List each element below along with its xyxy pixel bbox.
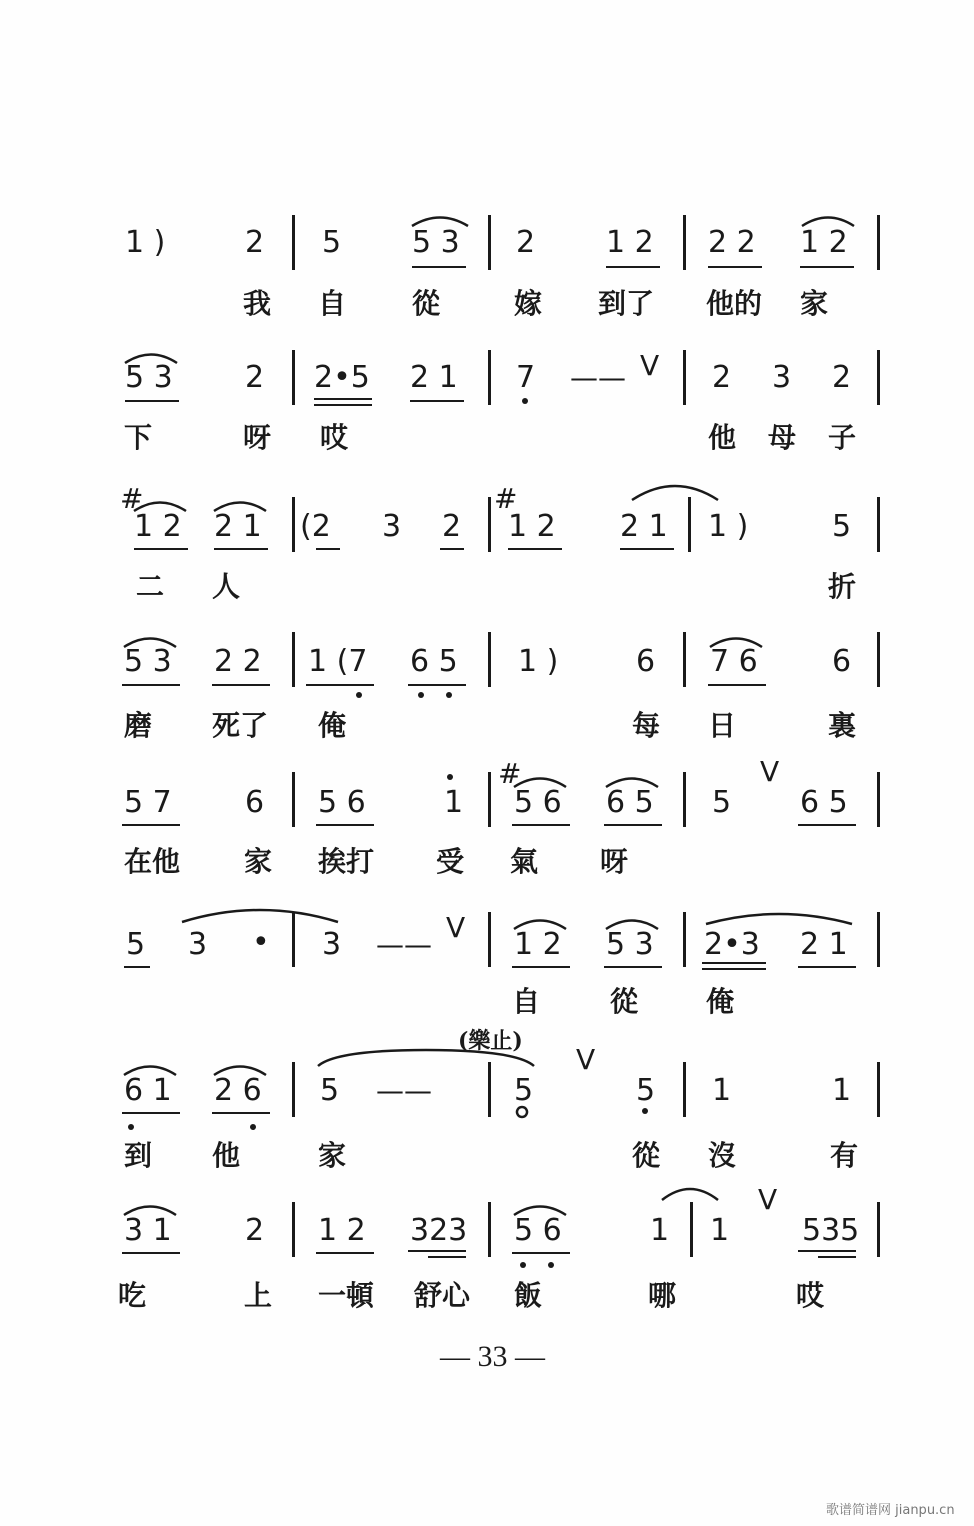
slur-arc [708, 634, 764, 648]
sharp-sign: # [494, 482, 518, 515]
lyric: 我 [243, 287, 272, 320]
slur-arc [410, 213, 470, 227]
note: 2 1 [410, 360, 458, 395]
barline [877, 912, 880, 967]
beam-underline [306, 684, 374, 686]
barline [688, 497, 691, 552]
tie-arc [180, 904, 340, 924]
slur-arc [122, 634, 178, 648]
beam-underline [512, 966, 570, 968]
note: 6 [832, 644, 852, 679]
note: 5 3 [412, 225, 460, 260]
note: 3 [772, 360, 792, 395]
barline [683, 632, 686, 687]
note: 2 [245, 360, 265, 395]
note: 2 [245, 1213, 265, 1248]
beam-underline [512, 1252, 570, 1254]
note: 1 [712, 1073, 732, 1108]
note: 6 1 [124, 1073, 172, 1108]
octave-dot-low [548, 1262, 554, 1268]
lyric: 沒 [708, 1139, 737, 1172]
beam-underline [122, 1252, 180, 1254]
note: 1 [650, 1213, 670, 1248]
lyric: 子 [828, 421, 857, 454]
beam-underline [512, 824, 570, 826]
note: 2 1 [800, 927, 848, 962]
lyric: 哪 [648, 1279, 677, 1312]
beam-underline [122, 1112, 180, 1114]
lyric: 呀 [600, 845, 629, 878]
barline [877, 1062, 880, 1117]
lyric: 家 [800, 287, 829, 320]
lyric: 磨 [124, 709, 153, 742]
beam-underline [428, 1256, 466, 1258]
note: 5 6 [514, 785, 562, 820]
lyric: 從 [632, 1139, 661, 1172]
octave-dot-low [128, 1124, 134, 1130]
note: 5 [636, 1073, 656, 1108]
octave-dot-low [250, 1124, 256, 1130]
octave-dot-low [520, 1262, 526, 1268]
lyric: 折 [828, 570, 857, 603]
lyric: 每 [632, 709, 661, 742]
barline [292, 1062, 295, 1117]
octave-dot-high [447, 774, 453, 780]
tie-arc [316, 1048, 536, 1068]
lyric: 從 [610, 985, 639, 1018]
beam-underline [798, 1250, 856, 1252]
barline [488, 912, 491, 967]
slur-arc [212, 498, 268, 512]
lyric: 家 [318, 1139, 347, 1172]
note: 2 2 [708, 225, 756, 260]
note: 5 [126, 927, 146, 962]
note: 1 2 [514, 927, 562, 962]
barline [877, 1202, 880, 1257]
lyric: 母 [768, 421, 797, 454]
note: 5 6 [318, 785, 366, 820]
note: (2 [300, 509, 331, 544]
beam-underline [134, 548, 188, 550]
barline [292, 632, 295, 687]
beam-underline [122, 824, 180, 826]
lyric: 飯 [514, 1279, 543, 1312]
lyric: 自 [318, 287, 347, 320]
note: 2 6 [214, 1073, 262, 1108]
lyric: 吃 [118, 1279, 147, 1312]
lyric: 日 [708, 709, 737, 742]
note: 2 1 [214, 509, 262, 544]
dash: —— [570, 361, 626, 394]
lyric: 一頓 [318, 1279, 375, 1312]
note: 1 ) [125, 225, 166, 260]
barline [292, 350, 295, 405]
slur-arc [132, 498, 188, 512]
beam-underline [798, 966, 856, 968]
note: 3 [322, 927, 342, 962]
note: 5 [514, 1073, 534, 1108]
note: 1 [710, 1213, 730, 1248]
breath-mark: V [446, 911, 466, 944]
slur-arc [800, 213, 856, 227]
note: 1 ) [708, 509, 749, 544]
breath-mark: V [760, 755, 780, 788]
octave-dot-low [642, 1108, 648, 1114]
note: 2 [245, 225, 265, 260]
augmentation-dot: • [252, 925, 270, 960]
lyric: 呀 [243, 421, 272, 454]
lyric: 挨打 [318, 845, 375, 878]
lyric: 到 [124, 1139, 153, 1172]
barline [877, 632, 880, 687]
beam-underline [316, 548, 340, 550]
slur-arc [604, 916, 660, 930]
beam-underline [314, 404, 372, 406]
slur-arc [704, 910, 854, 926]
note: 2•5 [314, 360, 370, 395]
beam-underline [606, 266, 660, 268]
note: 2 [832, 360, 852, 395]
tie-arc [630, 480, 720, 502]
sharp-sign: # [120, 482, 144, 515]
lyric: 俺 [706, 985, 735, 1018]
note: 6 [636, 644, 656, 679]
barline [488, 1202, 491, 1257]
barline [488, 350, 491, 405]
note: 1 2 [800, 225, 848, 260]
lyric: 上 [244, 1279, 273, 1312]
beam-underline [410, 400, 464, 402]
watermark: 歌谱简谱网 jianpu.cn [826, 1503, 955, 1518]
octave-dot-low [418, 692, 424, 698]
barline [877, 215, 880, 270]
lyric: 氣 [510, 845, 539, 878]
note: 6 5 [410, 644, 458, 679]
slur-arc [123, 350, 179, 364]
beam-underline [212, 1112, 270, 1114]
note: 1 2 [318, 1213, 366, 1248]
note: 3 1 [124, 1213, 172, 1248]
barline [488, 632, 491, 687]
barline [292, 1202, 295, 1257]
note: 6 5 [606, 785, 654, 820]
beam-underline [818, 1256, 856, 1258]
lyric: 俺 [318, 709, 347, 742]
beam-underline [508, 548, 562, 550]
barline [292, 912, 295, 967]
beam-underline [798, 824, 856, 826]
note: 2 [516, 225, 536, 260]
note: 1 (7 [308, 644, 368, 679]
lyric: 嫁 [514, 287, 543, 320]
note: 2 [442, 509, 462, 544]
octave-dot-low [356, 692, 362, 698]
slur-arc [512, 774, 568, 788]
note: 1 [444, 785, 464, 820]
note: 5 [320, 1073, 340, 1108]
note: 5 7 [124, 785, 172, 820]
lyric: 人 [212, 570, 241, 603]
lyric: 哎 [320, 421, 349, 454]
note: 3 [382, 509, 402, 544]
note: 7 [516, 360, 536, 395]
note: 5 [712, 785, 732, 820]
note: 2 2 [214, 644, 262, 679]
note: 5 6 [514, 1213, 562, 1248]
note: 5 3 [606, 927, 654, 962]
lyric: 從 [412, 287, 441, 320]
slur-arc [122, 1202, 178, 1216]
note: 323 [410, 1213, 468, 1248]
beam-underline [124, 966, 150, 968]
dash: —— [376, 928, 432, 961]
note: 535 [802, 1213, 860, 1248]
barline [690, 1202, 693, 1257]
barline [488, 215, 491, 270]
barline [683, 772, 686, 827]
barline [488, 772, 491, 827]
dash: —— [376, 1074, 432, 1107]
fermata-circle [516, 1106, 528, 1118]
beam-underline [408, 1250, 466, 1252]
lyric: 他 [212, 1139, 241, 1172]
barline [877, 772, 880, 827]
beam-underline [708, 266, 762, 268]
lyric: 到了 [598, 287, 655, 320]
note: 5 3 [125, 360, 173, 395]
beam-underline [125, 400, 179, 402]
beam-underline [122, 684, 180, 686]
breath-mark: V [576, 1043, 596, 1076]
breath-mark: V [640, 349, 660, 382]
note: 1 [832, 1073, 852, 1108]
note: 6 [245, 785, 265, 820]
beam-underline [708, 684, 766, 686]
sharp-sign: # [498, 757, 522, 790]
beam-underline [314, 398, 372, 400]
note: 5 3 [124, 644, 172, 679]
lyric: 受 [436, 845, 465, 878]
slur-arc [604, 774, 660, 788]
beam-underline [214, 548, 268, 550]
barline [488, 1062, 491, 1117]
slur-arc [512, 916, 568, 930]
slur-arc [122, 1062, 178, 1076]
beam-underline [604, 966, 662, 968]
lyric: 舒心 [414, 1279, 471, 1312]
barline [683, 215, 686, 270]
lyric: 有 [830, 1139, 859, 1172]
lyric: 自 [512, 985, 541, 1018]
octave-dot-low [446, 692, 452, 698]
barline [292, 497, 295, 552]
lyric: 他 [708, 421, 737, 454]
note: 5 [322, 225, 342, 260]
lyric: 裏 [828, 709, 857, 742]
note: 1 2 [606, 225, 654, 260]
tie-arc [660, 1184, 720, 1202]
octave-dot-low [522, 398, 528, 404]
page-number: — 33 — [440, 1340, 545, 1373]
beam-underline [408, 684, 466, 686]
breath-mark: V [758, 1183, 778, 1216]
lyric: 二 [136, 570, 165, 603]
lyric: 家 [244, 845, 273, 878]
lyric: 在他 [124, 845, 181, 878]
note: 6 5 [800, 785, 848, 820]
note: 7 6 [710, 644, 758, 679]
beam-underline [620, 548, 674, 550]
beam-underline [412, 266, 466, 268]
barline [488, 497, 491, 552]
barline [683, 1062, 686, 1117]
note: 2 [712, 360, 732, 395]
note: 1 2 [508, 509, 556, 544]
barline [292, 772, 295, 827]
barline [292, 215, 295, 270]
beam-underline [316, 824, 374, 826]
lyric: 哎 [796, 1279, 825, 1312]
annotation-music-stops: (樂止) [458, 1028, 523, 1054]
beam-underline [440, 548, 464, 550]
barline [877, 497, 880, 552]
beam-underline [212, 684, 270, 686]
beam-underline [800, 266, 854, 268]
note: 2 1 [620, 509, 668, 544]
beam-underline [702, 962, 766, 964]
lyric: 下 [124, 421, 153, 454]
barline [683, 350, 686, 405]
slur-arc [212, 1062, 268, 1076]
note: 3 [188, 927, 208, 962]
note: 1 2 [134, 509, 182, 544]
barline [683, 912, 686, 967]
note: 1 ) [518, 644, 559, 679]
beam-underline [604, 824, 662, 826]
lyric: 他的 [706, 287, 763, 320]
lyric: 死了 [212, 709, 269, 742]
note: 2•3 [704, 927, 760, 962]
note: 5 [832, 509, 852, 544]
beam-underline [702, 968, 766, 970]
beam-underline [316, 1252, 374, 1254]
slur-arc [512, 1202, 568, 1216]
barline [877, 350, 880, 405]
